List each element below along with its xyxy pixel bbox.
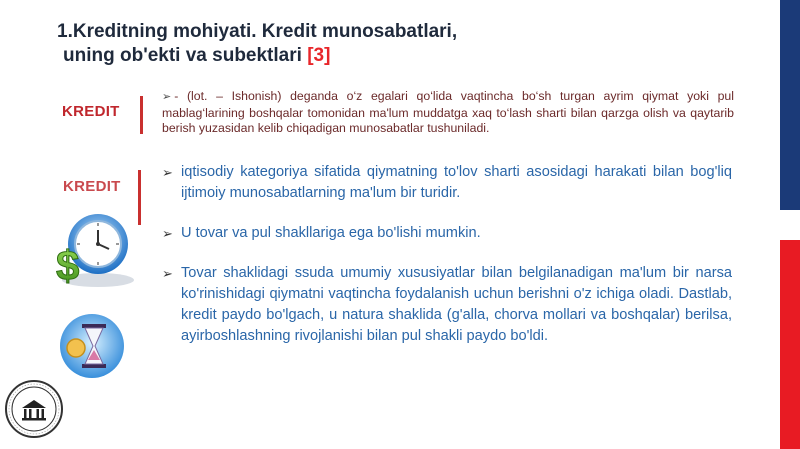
kredit-label-2: KREDIT <box>63 178 121 195</box>
arrow-bullet-icon: ➢ <box>162 266 173 281</box>
arrow-bullet-icon: ➢ <box>162 226 173 241</box>
svg-text:$: $ <box>56 242 80 289</box>
title-line-2 <box>57 44 697 68</box>
arrow-bullet-icon: ➢ <box>162 165 173 180</box>
hourglass-coin-icon <box>52 312 132 380</box>
institution-logo-icon <box>4 378 64 440</box>
bullet-text: iqtisodiy kategoriya sifatida qiymatning to'lov sharti asosidagi harakati bilan bog'liq ijtimoiy munosabatlarning ma'lum bir turidir. <box>181 164 732 201</box>
bullet-item <box>162 223 732 244</box>
arrow-bullet-icon: ➢ <box>162 91 172 103</box>
right-accent-bar-blue <box>780 0 800 210</box>
slide-title <box>57 20 697 68</box>
definition-text: - (lot. – Ishonish) deganda o‘z egalari qo‘lida vaqtincha bo‘sh turgan ayrim qiymat yoki pul mablag‘larining boshqalar tomonidan ma'lum muddatga xaq to‘lash sharti bilan qarzga olish va qaytarib berish yuzasidan kelib chiqadigan munosabatlar tushuniladi. <box>162 89 734 135</box>
divider-line-1 <box>140 96 143 134</box>
divider-line-2 <box>138 170 141 225</box>
kredit-label-1: KREDIT <box>62 103 120 120</box>
title-line-1: 1.Kreditning mohiyati. Kredit munosabatlari, <box>57 21 458 42</box>
bullet-text: Tovar shaklidagi ssuda umumiy xususiyatlar bilan belgilanadigan ma'lum bir narsa ko'rinishidagi qiymatni vaqtincha foydalanish uchun berishni o'z ichiga oladi. Dastlab, kredit paydo bo'lgach, u natura shaklida (g'alla, chorva mollari va boshqalar) berilsa, ayirboshlashning rivojlanishi bilan pul shakli paydo bo'ldi. <box>181 265 732 344</box>
title-line-2-text: uning ob'ekti va subektlari <box>63 45 302 66</box>
definition-block <box>162 89 734 137</box>
right-accent-bar-red <box>780 240 800 449</box>
title-reference: [3] <box>307 45 331 66</box>
bullet-item <box>162 162 732 204</box>
bullet-item <box>162 263 732 347</box>
bullet-text: U tovar va pul shakllariga ega bo'lishi mumkin. <box>181 225 481 241</box>
clock-dollar-icon <box>52 210 136 290</box>
